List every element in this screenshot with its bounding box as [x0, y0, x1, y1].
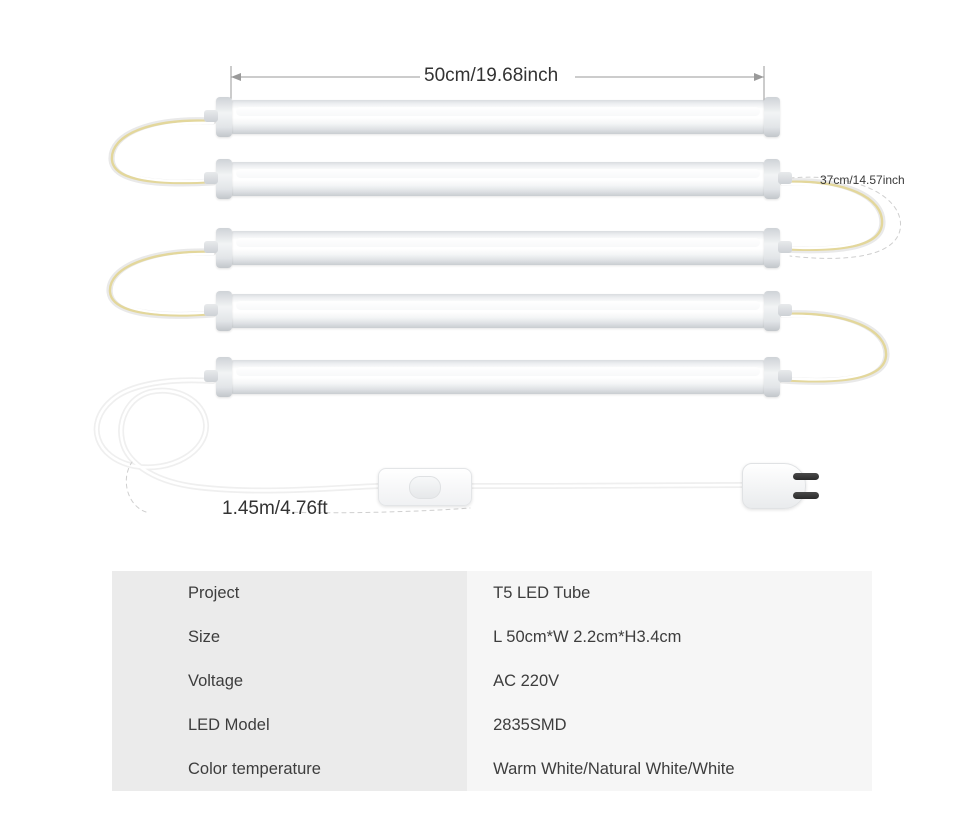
- tube-connector-right: [778, 172, 792, 184]
- specification-table: [112, 571, 872, 791]
- tube-end-cap-right: [764, 97, 780, 137]
- tube-connector-right: [778, 370, 792, 382]
- table-row: [112, 571, 872, 615]
- tube-connector-right: [778, 304, 792, 316]
- led-tube-2: [228, 162, 768, 196]
- plug-pin-bottom: [793, 492, 819, 499]
- tube-connector-left: [204, 172, 218, 184]
- tube-end-cap-left: [216, 97, 232, 137]
- rocker-button[interactable]: [409, 476, 441, 499]
- table-row: [112, 747, 872, 791]
- plug-pin-top: [793, 473, 819, 480]
- table-row: [112, 615, 872, 659]
- power-cord-length-label: 1.45m/4.76ft: [222, 498, 328, 519]
- spec-value: L 50cm*W 2.2cm*H3.4cm: [467, 615, 872, 659]
- led-tube-1: [228, 100, 768, 134]
- tube-connector-left: [204, 370, 218, 382]
- eu-power-plug: [742, 463, 806, 509]
- tube-end-cap-left: [216, 228, 232, 268]
- led-tube-3: [228, 231, 768, 265]
- tube-end-cap-left: [216, 357, 232, 397]
- table-row: [112, 659, 872, 703]
- tube-end-cap-left: [216, 159, 232, 199]
- spec-value: AC 220V: [467, 659, 872, 703]
- spec-key: Size: [112, 615, 467, 659]
- link-cable-length-label: 37cm/14.57inch: [820, 173, 905, 187]
- tube-connector-left: [204, 110, 218, 122]
- table-row: [112, 703, 872, 747]
- spec-key: Project: [112, 571, 467, 615]
- spec-key: LED Model: [112, 703, 467, 747]
- spec-value: T5 LED Tube: [467, 571, 872, 615]
- spec-key: Voltage: [112, 659, 467, 703]
- tube-connector-left: [204, 304, 218, 316]
- spec-key: Color temperature: [112, 747, 467, 791]
- led-tube-5: [228, 360, 768, 394]
- tube-connector-left: [204, 241, 218, 253]
- tube-length-label: 50cm/19.68inch: [424, 65, 559, 86]
- spec-value: 2835SMD: [467, 703, 872, 747]
- inline-rocker-switch[interactable]: [378, 468, 472, 506]
- tube-end-cap-left: [216, 291, 232, 331]
- spec-value: Warm White/Natural White/White: [467, 747, 872, 791]
- tube-connector-right: [778, 241, 792, 253]
- led-tube-4: [228, 294, 768, 328]
